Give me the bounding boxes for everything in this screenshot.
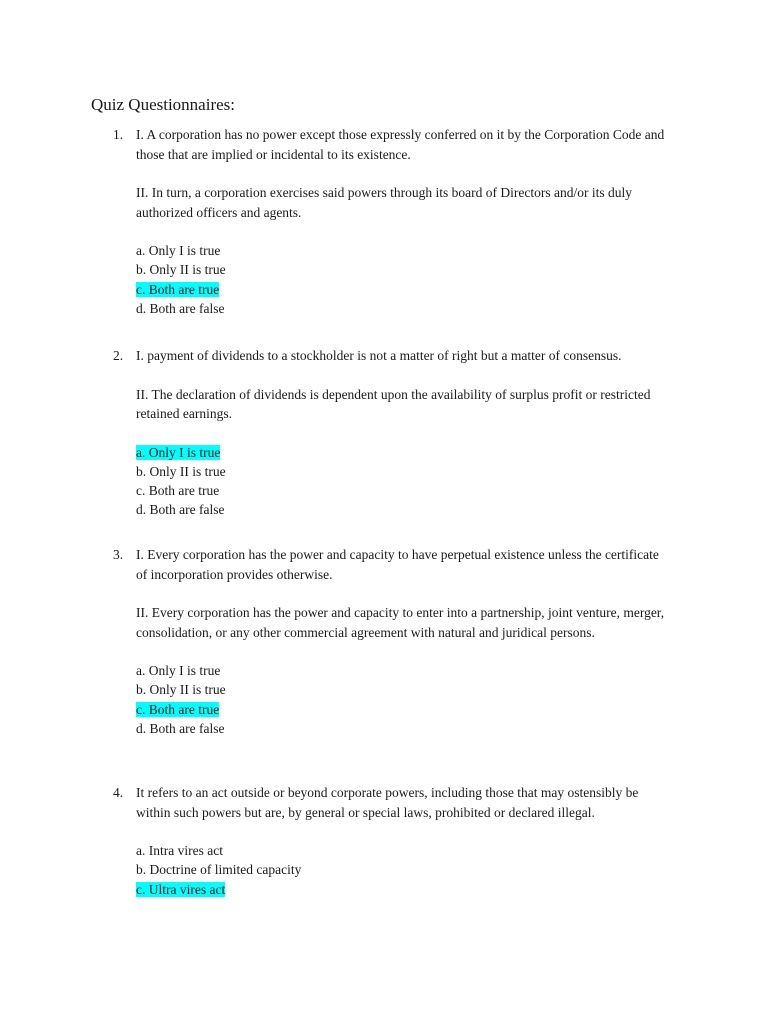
question-3 bbox=[113, 545, 683, 738]
option-b: b. Only II is true bbox=[136, 463, 226, 479]
option-a bbox=[136, 443, 683, 462]
question-4 bbox=[113, 783, 683, 899]
statement-2: II. In turn, a corporation exercises said powers through its board of Directors and/or its duly authorized officers and agents. bbox=[136, 185, 632, 220]
statement-2: II. Every corporation has the power and capacity to enter into a partnership, joint venture, merger, consolidation, or any other commercial agreement with natural and juridical persons. bbox=[136, 605, 665, 640]
highlighted-answer: c. Both are true bbox=[136, 701, 220, 717]
option-c bbox=[136, 880, 683, 899]
option-b: b. Only II is true bbox=[136, 682, 226, 698]
option-a: a. Intra vires act bbox=[136, 843, 223, 858]
question-number: 3. bbox=[113, 547, 124, 562]
option-a: a. Only I is true bbox=[136, 663, 221, 678]
question-number: 2. bbox=[113, 348, 124, 363]
option-a: a. Only I is true bbox=[136, 243, 221, 258]
page-title: Quiz Questionnaires: bbox=[91, 95, 235, 114]
statement-2: II. The declaration of dividends is dependent upon the availability of surplus profit or restricted retained earnings. bbox=[136, 386, 651, 421]
question-number: 4. bbox=[113, 785, 124, 800]
question-number: 1. bbox=[113, 127, 124, 142]
option-b: b. Only II is true bbox=[136, 262, 226, 278]
option-d: d. Both are false bbox=[136, 300, 225, 316]
option-c bbox=[136, 700, 683, 719]
option-c bbox=[136, 280, 683, 299]
statement-1: I. A corporation has no power except those expressly conferred on it by the Corporation Code and those that are implied or incidental to its existence. bbox=[136, 127, 665, 162]
highlighted-answer: a. Only I is true bbox=[136, 444, 221, 460]
option-c: c. Both are true bbox=[136, 483, 220, 499]
highlighted-answer: c. Ultra vires act bbox=[136, 881, 226, 897]
option-d: d. Both are false bbox=[136, 502, 225, 518]
question-2 bbox=[113, 346, 683, 520]
statement-1: It refers to an act outside or beyond corporate powers, including those that may ostensibly be within such powers but are, by general or special laws, prohibited or declared illegal. bbox=[136, 785, 639, 820]
statement-1: I. payment of dividends to a stockholder is not a matter of right but a matter of consensus. bbox=[136, 348, 622, 363]
option-d: d. Both are false bbox=[136, 720, 225, 736]
question-1 bbox=[113, 125, 683, 318]
highlighted-answer: c. Both are true bbox=[136, 281, 220, 297]
option-b: b. Doctrine of limited capacity bbox=[136, 862, 302, 878]
statement-1: I. Every corporation has the power and capacity to have perpetual existence unless the certificate of incorporation provides otherwise. bbox=[136, 547, 659, 582]
